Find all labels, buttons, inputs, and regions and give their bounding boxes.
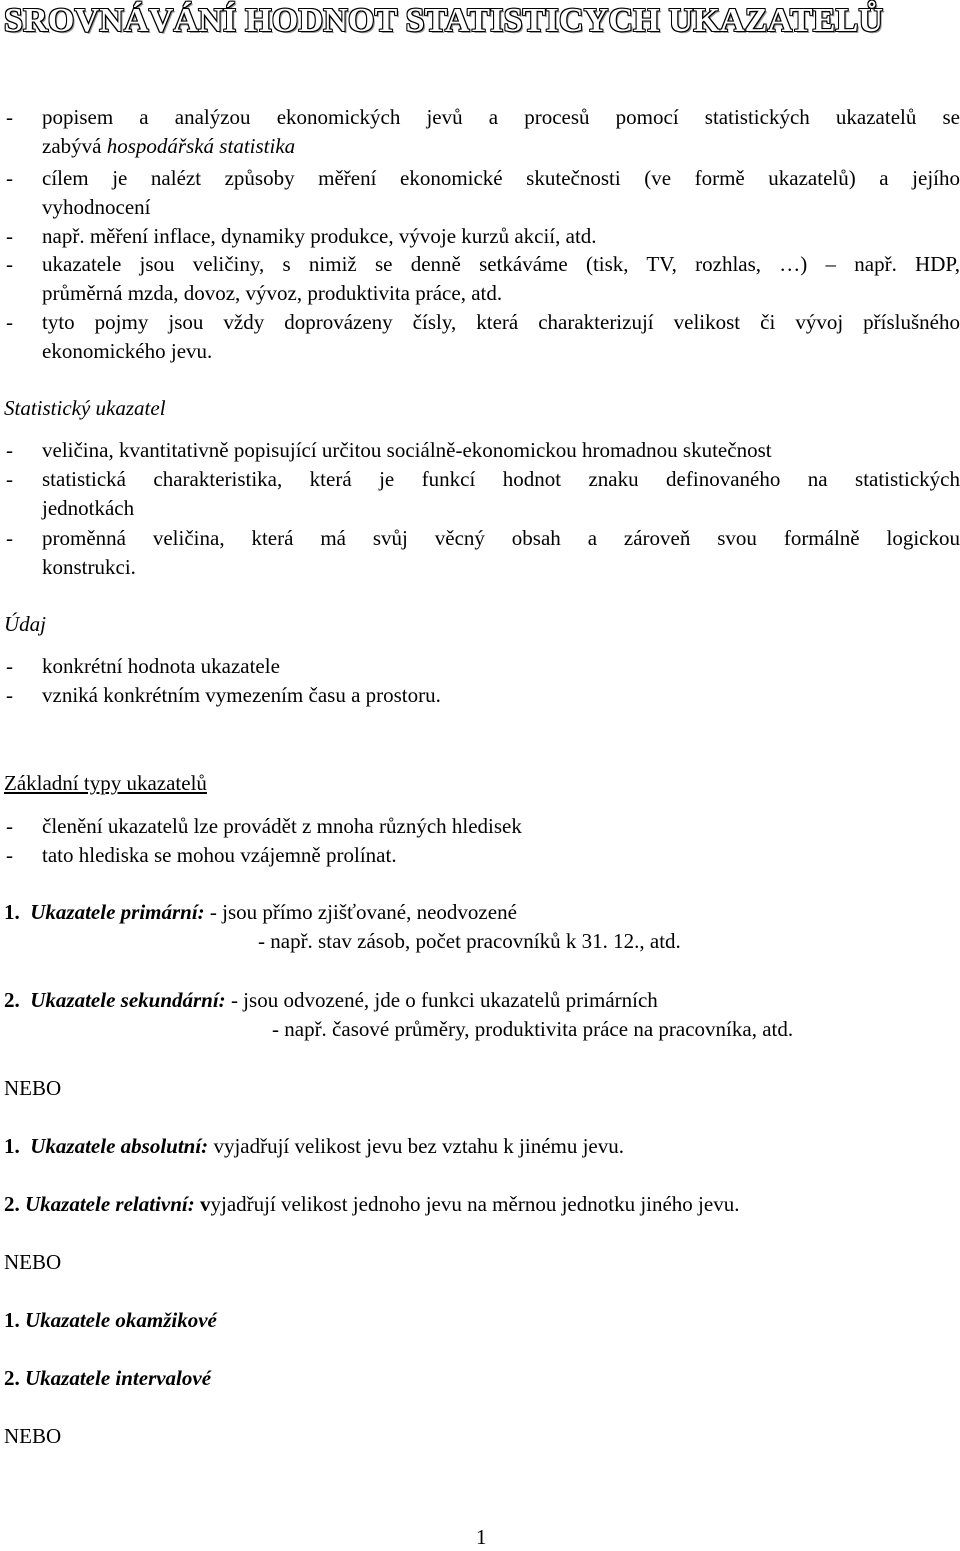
item-text: - např. stav zásob, počet pracovníků k 31. 12., atd. bbox=[258, 929, 681, 953]
bullet-text: tyto pojmy jsou vždy doprovázeny čísly, která charakterizují velikost či vývoj příslušného bbox=[42, 310, 960, 334]
section-heading-statisticky-ukazatel: Statistický ukazatel bbox=[4, 396, 166, 420]
bullet-text: průměrná mzda, dovoz, vývoz, produktivita práce, atd. bbox=[42, 281, 503, 305]
item-text: vyjadřují velikost jevu bez vztahu k jinému jevu. bbox=[208, 1134, 625, 1158]
item-label: Ukazatele intervalové bbox=[25, 1366, 212, 1390]
bullet-text: vyhodnocení bbox=[42, 195, 151, 219]
bullet-text: statistická charakteristika, která je funkcí hodnot znaku definovaného na statistických bbox=[42, 467, 960, 491]
bullet-text: cílem je nalézt způsoby měření ekonomické skutečnosti (ve formě ukazatelů) a jejího bbox=[42, 166, 960, 190]
item-label: Ukazatele absolutní: bbox=[30, 1134, 209, 1158]
item-label: Ukazatele primární: bbox=[30, 900, 205, 924]
section-heading-udaj: Údaj bbox=[4, 612, 46, 636]
item-number: 1. bbox=[4, 1134, 20, 1158]
item-text-bold: v bbox=[194, 1192, 211, 1216]
item-text: - jsou odvozené, jde o funkci ukazatelů primárních bbox=[225, 988, 658, 1012]
bullet-text: ukazatele jsou veličiny, s nimiž se denně setkáváme (tisk, TV, rozhlas, …) – např. HDP, bbox=[42, 252, 960, 276]
item-number: 1. bbox=[4, 900, 20, 924]
item-text: - např. časové průměry, produktivita práce na pracovníka, atd. bbox=[272, 1017, 794, 1041]
nebo-label: NEBO bbox=[4, 1424, 62, 1448]
bullet-text: jednotkách bbox=[42, 496, 135, 520]
bullet-text: konstrukci. bbox=[42, 555, 136, 579]
nebo-label: NEBO bbox=[4, 1250, 62, 1274]
item-number: 1. bbox=[4, 1308, 20, 1332]
bullet-dash: - bbox=[6, 843, 13, 867]
bullet-dash: - bbox=[6, 683, 13, 707]
item-number: 2. bbox=[4, 988, 20, 1012]
item-number: 2. bbox=[4, 1192, 20, 1216]
bullet-dash: - bbox=[6, 467, 13, 491]
bullet-dash: - bbox=[6, 526, 13, 550]
item-label: Ukazatele sekundární: bbox=[30, 988, 226, 1012]
page-number: 1 bbox=[476, 1525, 487, 1549]
bullet-text: konkrétní hodnota ukazatele bbox=[42, 654, 280, 678]
bullet-text: vzniká konkrétním vymezením času a prostoru. bbox=[42, 683, 441, 707]
item-number: 2. bbox=[4, 1366, 20, 1390]
nebo-label: NEBO bbox=[4, 1076, 62, 1100]
bullet-text: proměnná veličina, která má svůj věcný obsah a zároveň svou formálně logickou bbox=[42, 526, 960, 550]
bullet-dash: - bbox=[6, 814, 13, 838]
document-title: SROVNÁVÁNÍ HODNOT STATISTICYCH UKAZATELŮ bbox=[4, 2, 884, 39]
bullet-dash: - bbox=[6, 105, 13, 129]
item-text: - jsou přímo zjišťované, neodvozené bbox=[204, 900, 517, 924]
bullet-text: ekonomického jevu. bbox=[42, 339, 213, 363]
bullet-text: popisem a analýzou ekonomických jevů a procesů pomocí statistických ukazatelů se bbox=[42, 105, 960, 129]
bullet-text: např. měření inflace, dynamiky produkce, vývoje kurzů akcií, atd. bbox=[42, 224, 597, 248]
bullet-dash: - bbox=[6, 166, 13, 190]
bullet-dash: - bbox=[6, 438, 13, 462]
bullet-dash: - bbox=[6, 310, 13, 334]
item-label: Ukazatele okamžikové bbox=[25, 1308, 217, 1332]
section-heading-zakladni-typy: Základní typy ukazatelů bbox=[4, 771, 207, 795]
bullet-text: veličina, kvantitativně popisující určitou sociálně-ekonomickou hromadnou skutečnost bbox=[42, 438, 772, 462]
bullet-text: zabývá bbox=[42, 134, 107, 158]
item-label: Ukazatele relativní: bbox=[25, 1192, 195, 1216]
bullet-dash: - bbox=[6, 224, 13, 248]
item-text: yjadřují velikost jednoho jevu na měrnou jednotku jiného jevu. bbox=[210, 1192, 740, 1216]
bullet-text: členění ukazatelů lze provádět z mnoha různých hledisek bbox=[42, 814, 522, 838]
bullet-dash: - bbox=[6, 654, 13, 678]
bullet-dash: - bbox=[6, 252, 13, 276]
emphasis-text: hospodářská statistika bbox=[106, 134, 296, 158]
bullet-text: tato hlediska se mohou vzájemně prolínat. bbox=[42, 843, 397, 867]
